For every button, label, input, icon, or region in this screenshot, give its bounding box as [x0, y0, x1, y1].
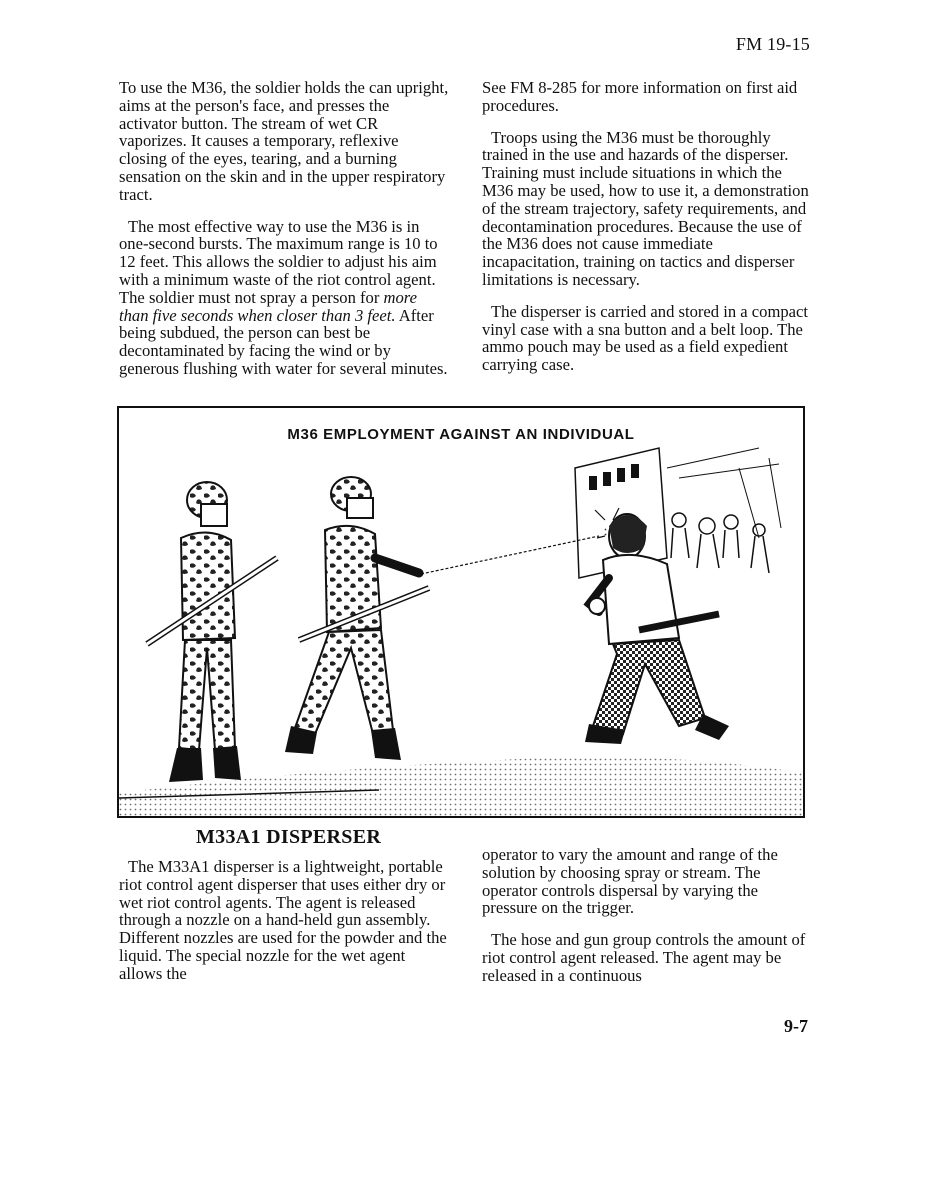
bottom-left-column — [119, 858, 449, 997]
paragraph-text: The most effective way to use the M36 is in one-second bursts. The maximum range is 10 to 12 feet. This allows the soldier to adjust his aim with a minimum waste of the riot control agent. The soldier must not spray a person for — [119, 216, 438, 307]
illustration-soldiers-spraying-individual — [119, 408, 803, 816]
soldier-right — [285, 477, 429, 760]
paragraph-carrying-case: The disperser is carried and stored in a compact vinyl case with a sna button and a belt loop. The ammo pouch may be used as a field expedient carrying case. — [482, 301, 808, 375]
document-code: FM 19-15 — [735, 34, 810, 54]
paragraph-m36-usage: To use the M36, the soldier holds the can upright, aims at the person's face, and presses the activator button. The stream of wet CR vaporizes. It causes a temporary, reflexive closing of the eyes, tearing, and a burning sensation on the skin and in the upper respiratory tract. — [119, 78, 449, 204]
figure-m36-employment — [117, 406, 805, 818]
paragraph-m36-effective-use — [119, 218, 449, 378]
top-left-column — [119, 79, 449, 392]
paragraph-hose-gun-group: The hose and gun group controls the amount of riot control agent released. The agent may be released in a continuous — [482, 930, 806, 985]
paragraph-training: Troops using the M36 must be thoroughly trained in the use and hazards of the disperser. Training must include situations in which the M36 may be used, how to use it, a demonstration of the stream trajectory, safety requirements, and decontamination procedures. Because the use of the M36 does not cause immediate incapacitation, training on tactics and disperser limitations is necessary. — [482, 127, 809, 289]
bottom-right-column — [482, 846, 812, 999]
paragraph-text: After being subdued, the person can best be decontaminated by facing the wind or by generous flushing with water for several minutes. — [119, 305, 448, 378]
page-number: 9-7 — [784, 1016, 808, 1036]
paragraph-first-aid-reference: See FM 8-285 for more information on first aid procedures. — [482, 78, 798, 115]
paragraph-m33a1-description: The M33A1 disperser is a lightweight, portable riot control agent disperser that uses either dry or wet riot control agents. The agent is released through a nozzle on a hand-held gun assembly. Different nozzles are used for the powder and the liquid. The special nozzle for the wet agent allows the — [119, 857, 447, 983]
section-heading: M33A1 DISPERSER — [196, 826, 382, 848]
top-right-column — [482, 79, 812, 388]
paragraph-m33a1-operator: operator to vary the amount and range of the solution by choosing spray or stream. The operator controls dispersal by varying the pressure on the trigger. — [482, 845, 778, 918]
figure-title: M36 EMPLOYMENT AGAINST AN INDIVIDUAL — [287, 426, 635, 443]
warning-emphasis: more than five seconds when closer than 3 feet. — [119, 287, 418, 325]
soldier-left — [147, 482, 277, 782]
